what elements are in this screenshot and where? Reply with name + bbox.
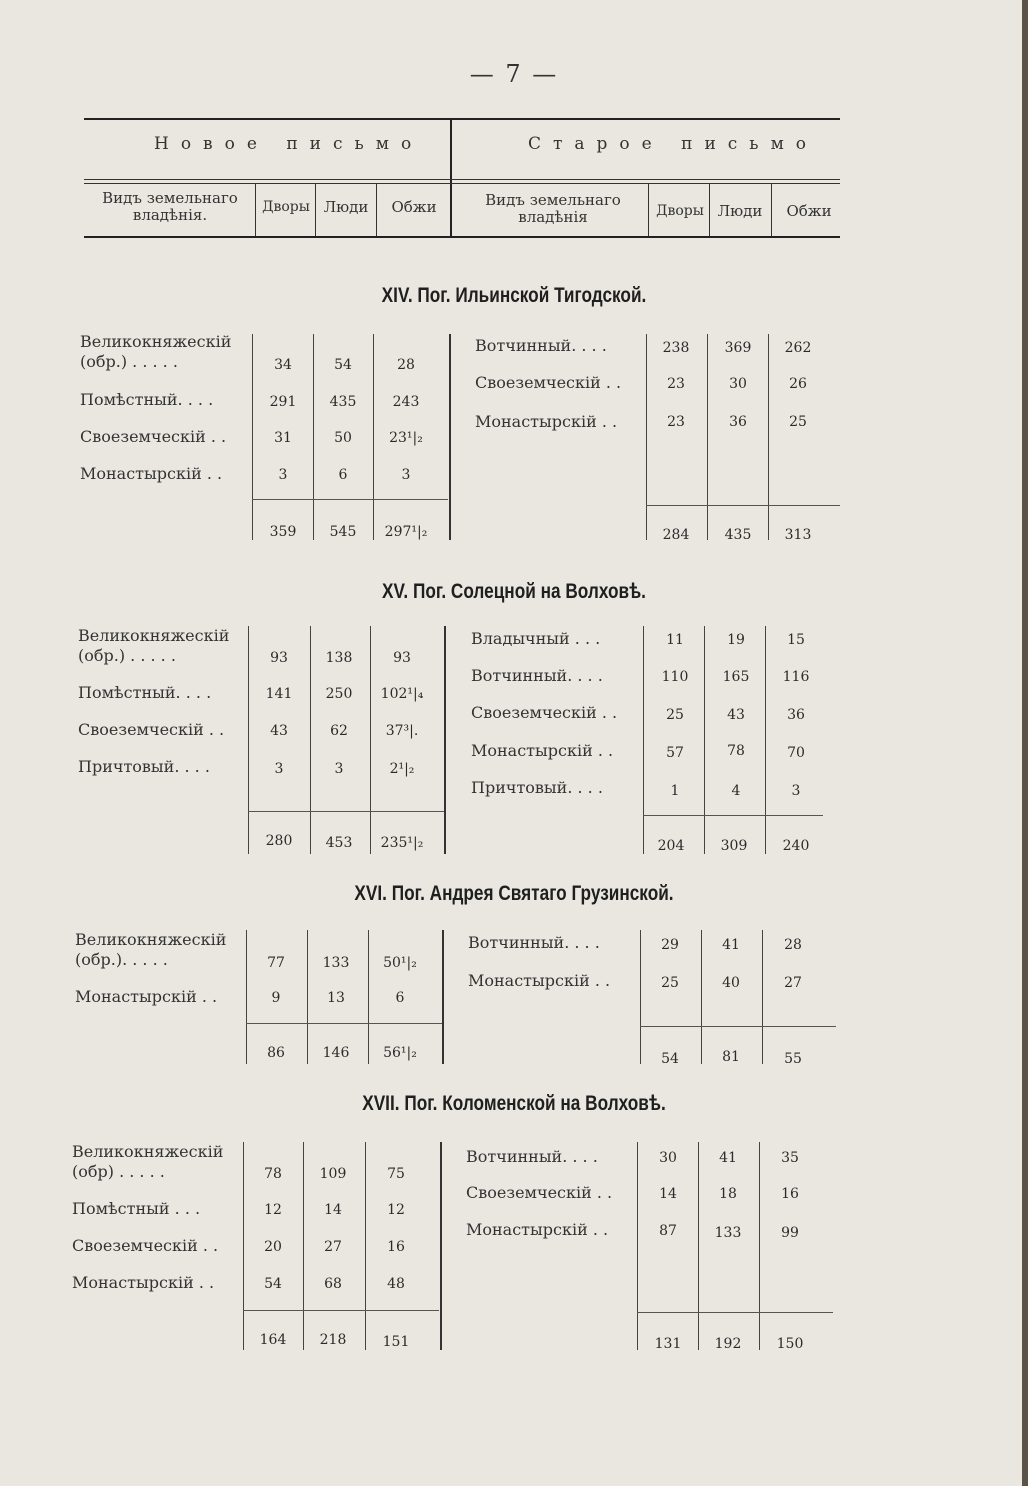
cell-dvory: 141: [265, 686, 293, 702]
cell-dvory: 12: [264, 1202, 282, 1218]
total-dvory: 164: [259, 1332, 287, 1348]
total-obzhi: 56¹|₂: [383, 1045, 417, 1061]
cell-obzhi: 75: [387, 1166, 405, 1182]
row-label: (обр.) . . . . .: [78, 646, 176, 665]
row-label: Монастырскій . .: [468, 971, 611, 990]
col-divider: [373, 334, 374, 540]
cell-dvory: 29: [661, 937, 679, 953]
sum-rule: [243, 1310, 439, 1311]
col-divider: [771, 184, 772, 236]
cell-lyudi: 369: [724, 340, 752, 356]
cell-lyudi: 27: [324, 1239, 342, 1255]
col-divider: [701, 930, 702, 1064]
cell-lyudi: 78: [727, 743, 745, 759]
cell-obzhi: 93: [393, 650, 411, 666]
total-lyudi: 435: [724, 527, 752, 543]
cell-dvory: 3: [274, 761, 284, 777]
cell-lyudi: 54: [334, 357, 352, 373]
sum-rule: [252, 499, 448, 500]
cell-obzhi: 99: [781, 1225, 799, 1241]
row-label: Причтовый. . . .: [78, 757, 210, 776]
total-dvory: 204: [657, 838, 685, 854]
sum-rule: [643, 815, 823, 816]
cell-lyudi: 50: [334, 430, 352, 446]
sum-rule: [640, 1026, 836, 1027]
total-lyudi: 218: [319, 1332, 347, 1348]
cell-obzhi: 28: [784, 937, 802, 953]
row-label: (обр) . . . . .: [72, 1162, 165, 1181]
col-kind-old: Видъ земельнаго владѣнія: [485, 191, 621, 226]
row-label: Помѣстный . . .: [72, 1199, 201, 1218]
cell-lyudi: 41: [719, 1150, 737, 1166]
col-divider: [637, 1142, 638, 1350]
col-divider: [303, 1142, 304, 1350]
col-divider: [759, 1142, 760, 1350]
cell-lyudi: 4: [731, 783, 741, 799]
cell-obzhi: 35: [781, 1150, 799, 1166]
cell-lyudi: 138: [325, 650, 353, 666]
cell-obzhi: 3: [791, 783, 801, 799]
total-dvory: 54: [661, 1051, 679, 1067]
col-dvory-new: Дворы: [262, 199, 310, 215]
cell-dvory: 54: [264, 1276, 282, 1292]
col-divider: [768, 334, 769, 540]
col-divider: [246, 930, 247, 1064]
cell-lyudi: 3: [334, 761, 344, 777]
header-mid-rule-2: [84, 183, 840, 184]
col-divider: [248, 626, 249, 854]
row-label: Владычный . . .: [471, 629, 601, 648]
cell-obzhi: 27: [784, 975, 802, 991]
cell-dvory: 25: [666, 707, 684, 723]
total-dvory: 131: [654, 1336, 682, 1352]
total-lyudi: 453: [325, 835, 353, 851]
col-divider: [704, 626, 705, 854]
row-label: Вотчинный. . . .: [471, 666, 603, 685]
cell-dvory: 93: [270, 650, 288, 666]
col-divider: [707, 334, 708, 540]
cell-lyudi: 6: [338, 467, 348, 483]
cell-lyudi: 13: [327, 990, 345, 1006]
col-kind-new: Видъ земельнаго владѣнія.: [102, 189, 238, 224]
total-lyudi: 81: [722, 1049, 740, 1065]
cell-obzhi: 116: [782, 669, 810, 685]
col-divider: [762, 930, 763, 1064]
cell-lyudi: 36: [729, 414, 747, 430]
cell-obzhi: 37³|.: [385, 723, 419, 739]
cell-lyudi: 19: [727, 632, 745, 648]
old-writing-title: Старое письмо: [528, 134, 819, 154]
header-top-rule: [84, 118, 840, 120]
row-label: Монастырскій . .: [75, 987, 218, 1006]
sum-rule: [246, 1023, 442, 1024]
row-label: Великокняжескій: [80, 332, 232, 351]
col-lyudi-old: Люди: [717, 202, 763, 220]
col-divider: [643, 626, 644, 854]
cell-obzhi: 70: [787, 745, 805, 761]
col-divider: [370, 626, 371, 854]
cell-obzhi: 3: [401, 467, 411, 483]
cell-dvory: 1: [670, 783, 680, 799]
col-divider: [252, 334, 253, 540]
cell-obzhi: 262: [784, 340, 812, 356]
row-label: (обр.) . . . . .: [80, 352, 178, 371]
cell-lyudi: 68: [324, 1276, 342, 1292]
col-divider: [698, 1142, 699, 1350]
total-obzhi: 240: [782, 838, 810, 854]
total-lyudi: 545: [329, 524, 357, 540]
cell-dvory: 43: [270, 723, 288, 739]
row-label: Монастырскій . .: [80, 464, 223, 483]
total-dvory: 359: [269, 524, 297, 540]
total-dvory: 284: [662, 527, 690, 543]
cell-obzhi: 50¹|₂: [383, 955, 417, 971]
cell-obzhi: 28: [397, 357, 415, 373]
cell-lyudi: 18: [719, 1186, 737, 1202]
cell-obzhi: 243: [392, 394, 420, 410]
total-obzhi: 150: [776, 1336, 804, 1352]
cell-dvory: 23: [667, 376, 685, 392]
sum-rule: [248, 811, 444, 812]
row-label: Монастырскій . .: [471, 741, 614, 760]
cell-dvory: 11: [666, 632, 684, 648]
cell-dvory: 9: [271, 990, 281, 1006]
cell-obzhi: 26: [789, 376, 807, 392]
col-divider: [640, 930, 641, 1064]
row-label: Своеземческій . .: [475, 373, 622, 392]
total-obzhi: 235¹|₂: [380, 835, 424, 851]
cell-dvory: 23: [667, 414, 685, 430]
row-label: Вотчинный. . . .: [475, 336, 607, 355]
col-divider: [442, 930, 444, 1064]
col-divider: [444, 626, 446, 854]
row-label: (обр.). . . . .: [75, 950, 168, 969]
cell-obzhi: 16: [781, 1186, 799, 1202]
col-obzhi-old: Обжи: [786, 202, 832, 220]
cell-lyudi: 62: [330, 723, 348, 739]
col-dvory-old: Дворы: [656, 203, 704, 219]
row-label: Своеземческій . .: [80, 427, 227, 446]
cell-obzhi: 16: [387, 1239, 405, 1255]
total-obzhi: 55: [784, 1051, 802, 1067]
row-label: Причтовый. . . .: [471, 778, 603, 797]
sum-rule: [637, 1312, 833, 1313]
col-obzhi-new: Обжи: [391, 198, 437, 216]
col-divider: [243, 1142, 244, 1350]
cell-dvory: 238: [662, 340, 690, 356]
cell-obzhi: 6: [395, 990, 405, 1006]
sum-rule: [646, 505, 840, 506]
col-divider: [449, 334, 451, 540]
section-title: XV. Пог. Солецной на Волховѣ.: [382, 580, 646, 603]
col-divider: [255, 184, 256, 236]
row-label: Своеземческій . .: [466, 1183, 613, 1202]
page-number: — 7 —: [469, 60, 559, 88]
total-obzhi: 313: [784, 527, 812, 543]
cell-lyudi: 40: [722, 975, 740, 991]
cell-obzhi: 25: [789, 414, 807, 430]
col-divider: [765, 626, 766, 854]
total-lyudi: 146: [322, 1045, 350, 1061]
total-obzhi: 297¹|₂: [384, 524, 428, 540]
row-label: Монастырскій . .: [466, 1220, 609, 1239]
cell-obzhi: 48: [387, 1276, 405, 1292]
row-label: Монастырскій . .: [475, 412, 618, 431]
page-edge: [1022, 0, 1028, 1486]
total-lyudi: 309: [720, 838, 748, 854]
cell-obzhi: 2¹|₂: [389, 761, 415, 777]
row-label: Вотчинный. . . .: [466, 1147, 598, 1166]
col-divider: [365, 1142, 366, 1350]
cell-dvory: 20: [264, 1239, 282, 1255]
section-title: XVI. Пог. Андрея Святаго Грузинской.: [354, 882, 674, 905]
total-dvory: 86: [267, 1045, 285, 1061]
row-label: Монастырскій . .: [72, 1273, 215, 1292]
cell-lyudi: 133: [714, 1225, 742, 1241]
col-lyudi-new: Люди: [323, 198, 369, 216]
cell-dvory: 34: [274, 357, 292, 373]
cell-dvory: 3: [278, 467, 288, 483]
row-label: Своеземческій . .: [78, 720, 225, 739]
cell-dvory: 78: [264, 1166, 282, 1182]
cell-dvory: 14: [659, 1186, 677, 1202]
row-label: Великокняжескій: [72, 1142, 224, 1161]
cell-lyudi: 165: [722, 669, 750, 685]
col-divider: [440, 1142, 442, 1350]
cell-dvory: 30: [659, 1150, 677, 1166]
total-dvory: 280: [265, 833, 293, 849]
col-divider: [368, 930, 369, 1064]
cell-obzhi: 36: [787, 707, 805, 723]
new-writing-title: Новое письмо: [154, 134, 424, 154]
row-label: Вотчинный. . . .: [468, 933, 600, 952]
col-divider: [313, 334, 314, 540]
header-bottom-rule: [84, 236, 840, 238]
cell-obzhi: 23¹|₂: [389, 430, 423, 446]
row-label: Помѣстный. . . .: [78, 683, 212, 702]
cell-lyudi: 14: [324, 1202, 342, 1218]
cell-dvory: 110: [661, 669, 689, 685]
col-divider: [646, 334, 647, 540]
cell-dvory: 57: [666, 745, 684, 761]
cell-lyudi: 41: [722, 937, 740, 953]
cell-lyudi: 435: [329, 394, 357, 410]
cell-dvory: 25: [661, 975, 679, 991]
total-lyudi: 192: [714, 1336, 742, 1352]
header-mid-rule: [84, 179, 840, 180]
row-label: Своеземческій . .: [471, 703, 618, 722]
row-label: Своеземческій . .: [72, 1236, 219, 1255]
cell-obzhi: 12: [387, 1202, 405, 1218]
cell-dvory: 87: [659, 1223, 677, 1239]
header-divider: [450, 120, 452, 236]
cell-obzhi: 15: [787, 632, 805, 648]
col-divider: [648, 184, 649, 236]
row-label: Помѣстный. . . .: [80, 390, 214, 409]
cell-lyudi: 43: [727, 707, 745, 723]
cell-dvory: 31: [274, 430, 292, 446]
cell-lyudi: 250: [325, 686, 353, 702]
cell-lyudi: 133: [322, 955, 350, 971]
section-title: XVII. Пог. Коломенской на Волховѣ.: [362, 1092, 666, 1115]
row-label: Великокняжескій: [75, 930, 227, 949]
cell-lyudi: 109: [319, 1166, 347, 1182]
cell-dvory: 291: [269, 394, 297, 410]
total-obzhi: 151: [382, 1334, 410, 1350]
cell-obzhi: 102¹|₄: [380, 686, 424, 702]
cell-lyudi: 30: [729, 376, 747, 392]
col-divider: [376, 184, 377, 236]
row-label: Великокняжескій: [78, 626, 230, 645]
cell-dvory: 77: [267, 955, 285, 971]
section-title: XIV. Пог. Ильинской Тигодской.: [381, 284, 647, 307]
